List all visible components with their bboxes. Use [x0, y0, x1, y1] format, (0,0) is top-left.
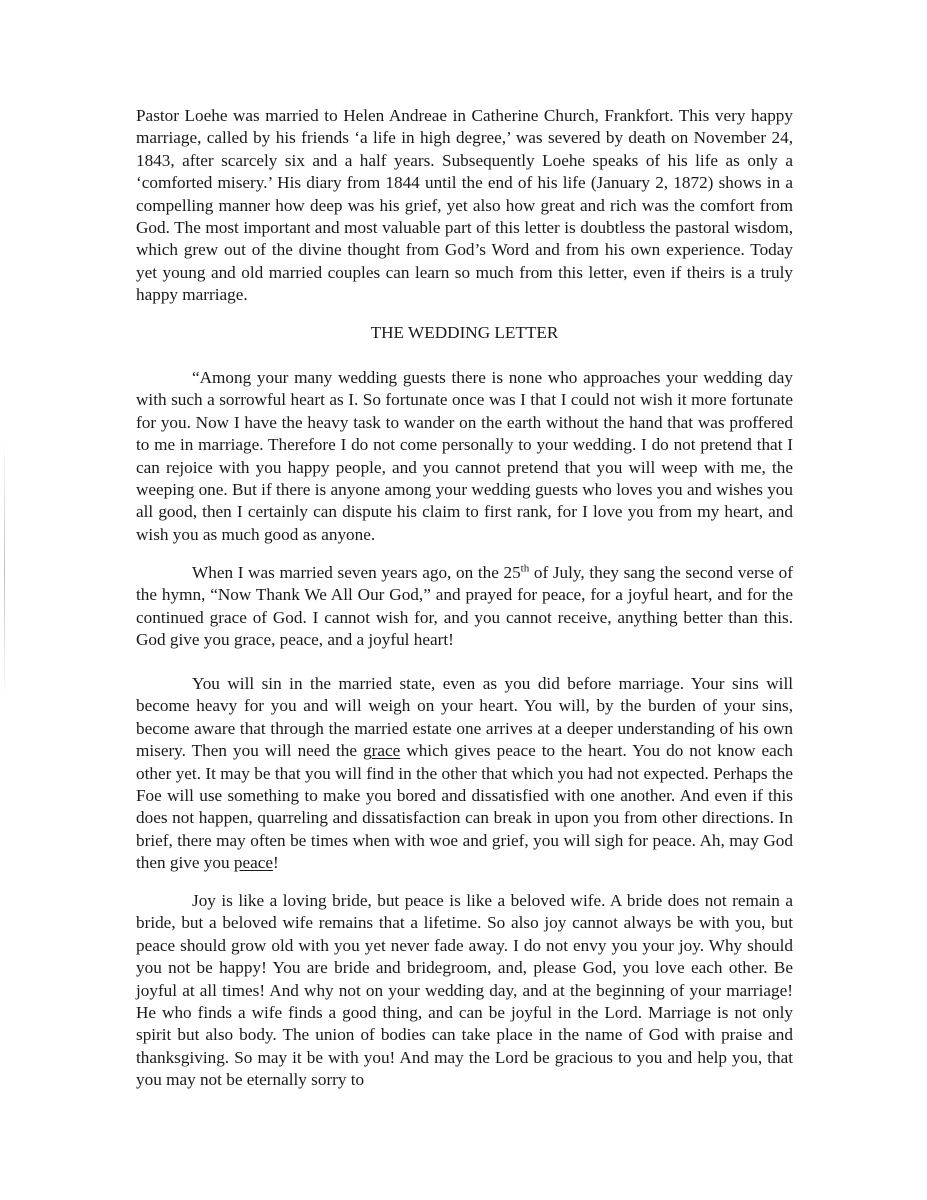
letter-paragraph-4: [136, 890, 793, 1092]
paragraph-3-text: [136, 673, 793, 875]
intro-text: Pastor Loehe was married to Helen Andreae in Catherine Church, Frankfort. This very happy marriage, called by his friends ‘a life in high degree,’ was severed by death on November 24, 1843, after scarcely six and a half years. Subsequently Loehe speaks of his life as only a ‘comforted misery.’ His diary from 1844 until the end of his life (January 2, 1872) shows in a compelling manner how deep was his grief, yet also how great and rich was the comfort from God. The most important and most valuable part of this letter is doubtless the pastoral wisdom, which grew out of the divine thought from God’s Word and from his own experience. Today yet young and old married couples can learn so much from this letter, even if theirs is a truly happy marriage.: [136, 106, 793, 305]
letter-paragraph-1: [136, 367, 793, 546]
paragraph-2-part1: When I was married seven years ago, on the 25: [192, 563, 521, 582]
paragraph-1-text: “Among your many wedding guests there is none who approaches your wedding day with such a sorrowful heart as I. So fortunate once was I that I could not wish it more fortunate for you. Now I have the heavy task to wander on the earth without the hand that was proffered to me in marriage. Therefore I do not come personally to your wedding. I do not pretend that I can rejoice with you happy people, and you cannot pretend that you will weep with me, the weeping one. But if there is anyone among your wedding guests who loves you and wishes you all good, then I certainly can dispute his claim to first rank, for I love you from my heart, and wish you as much good as anyone.: [136, 368, 793, 544]
paragraph-4-text: Joy is like a loving bride, but peace is like a beloved wife. A bride does not remain a bride, but a beloved wife remains that a lifetime. So also joy cannot always be with you, but peace should grow old with you yet never fade away. I do not envy you your joy. Why should you not be happy! You are bride and bridegroom, and, please God, you love each other. Be joyful at all times! And why not on your wedding day, and at the beginning of your marriage! He who finds a wife finds a good thing, and can be joyful in the Lord. Marriage is not only spirit but also body. The union of bodies can take place in the name of God with praise and thanksgiving. So may it be with you! And may the Lord be gracious to you and help you, that you may not be eternally sorry to: [136, 891, 793, 1090]
underlined-word-grace: grace: [363, 741, 401, 761]
ordinal-suffix: th: [520, 562, 530, 575]
intro-paragraph: [136, 105, 793, 307]
underlined-word-peace: peace: [233, 853, 273, 873]
paragraph-3-part3: !: [272, 853, 279, 873]
paragraph-3-part2: which gives peace to the heart. You do not know each other yet. It may be that you will find in the other that which you had not expected. Perhaps the Foe will use something to make you bored and dissatisfied with one another. And even if this does not happen, quarreling and dissatisfaction can break in upon you from other directions. In brief, there may often be times when with woe and grief, you will sigh for peace. Ah, may God then give you: [136, 741, 793, 873]
letter-paragraph-2: [136, 562, 793, 652]
letter-paragraph-3: [136, 673, 793, 875]
paragraph-2-part2: of July, they sang the second verse of the hymn, “Now Thank We All Our God,” and prayed for peace, for a joyful heart, and for the continued grace of God. I cannot wish for, and you cannot receive, anything better than this. God give you grace, peace, and a joyful heart!: [136, 563, 793, 650]
scan-edge-mark: [4, 440, 5, 700]
section-heading: THE WEDDING LETTER: [370, 323, 559, 342]
paragraph-3-part1: You will sin in the married state, even as you did before marriage. Your sins will become heavy for you and will weigh on your heart. You will, by the burden of your sins, become aware that through the married estate one arrives at a deeper understanding of his own misery. Then you will need the: [136, 674, 793, 761]
paragraph-2-text: [136, 562, 793, 652]
